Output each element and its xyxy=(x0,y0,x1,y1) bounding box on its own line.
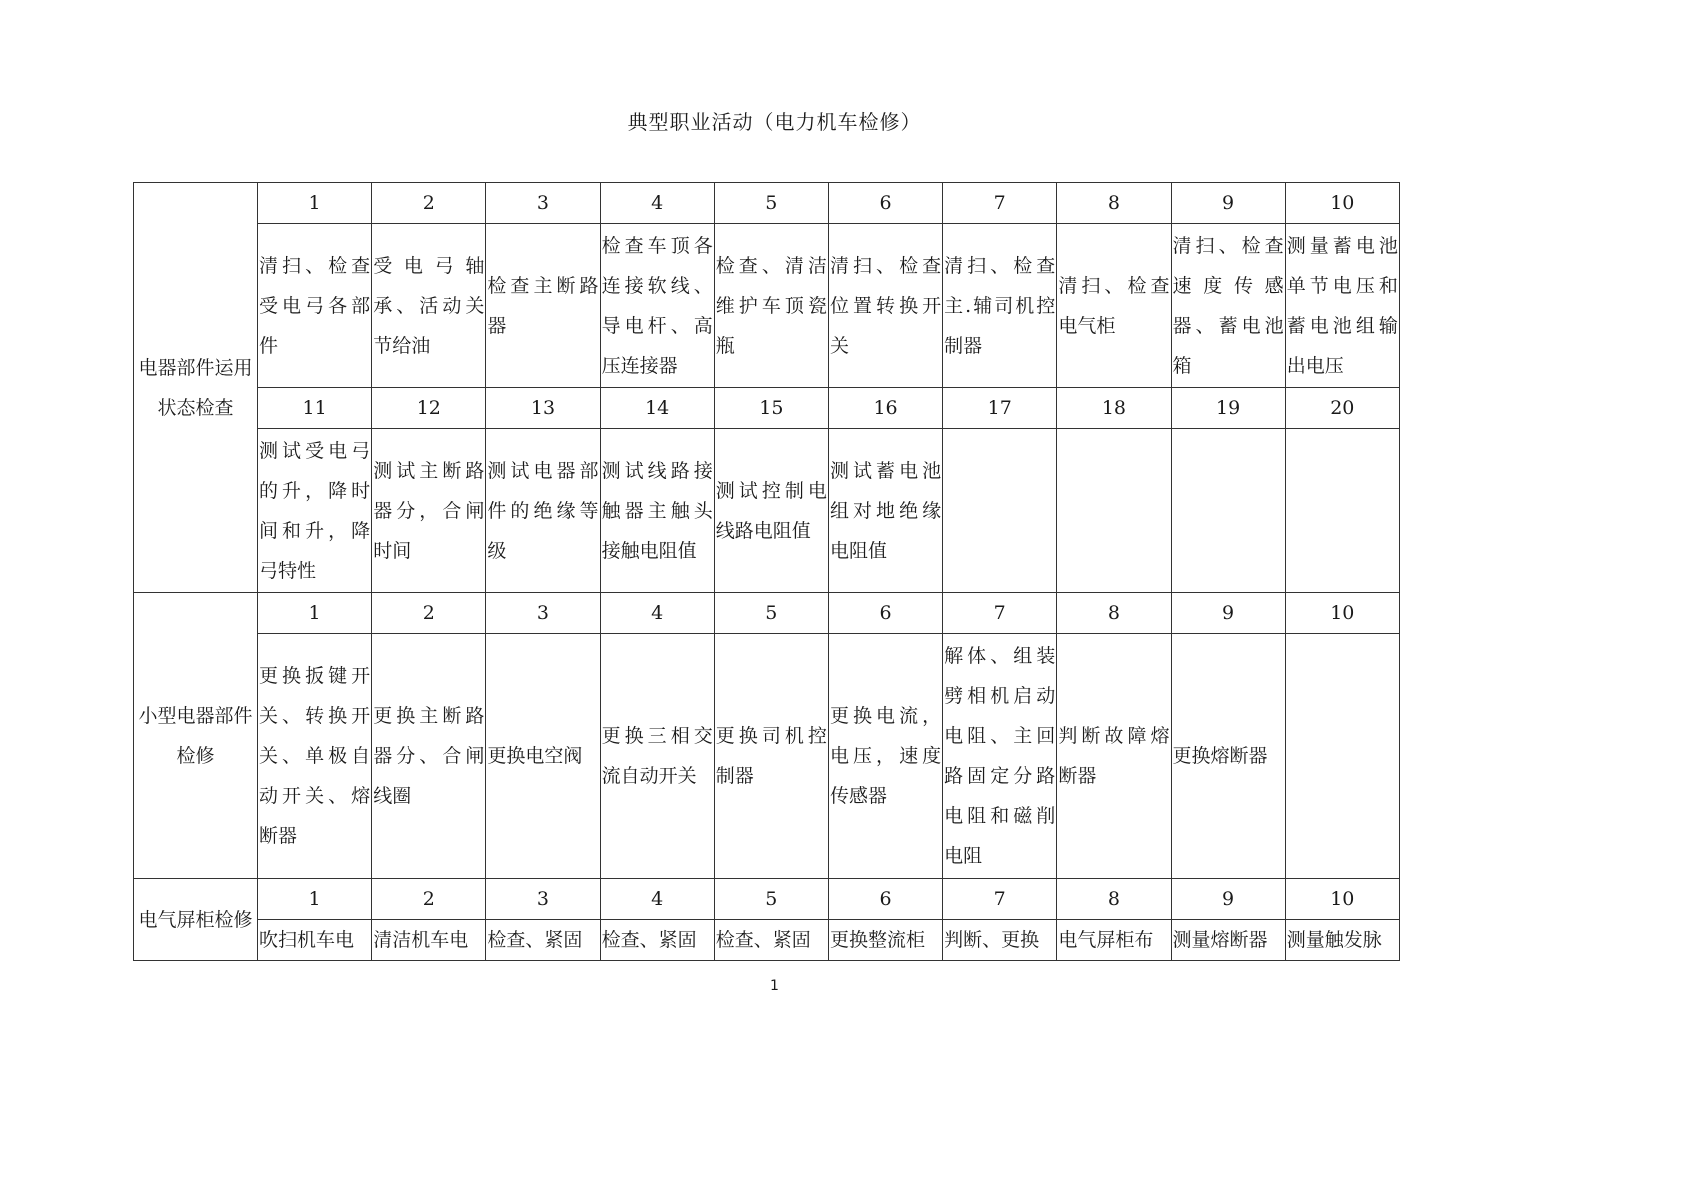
task-cell: 更换三相交流自动开关 xyxy=(600,634,714,879)
task-cell: 检查、紧固 xyxy=(714,920,828,961)
task-number: 5 xyxy=(714,183,828,224)
task-cell: 检查、紧固 xyxy=(486,920,600,961)
task-number: 1 xyxy=(258,593,372,634)
page-number: 1 xyxy=(770,978,779,994)
s1-task-row-a xyxy=(134,224,1400,388)
task-cell xyxy=(1057,429,1171,593)
task-number: 19 xyxy=(1171,388,1285,429)
task-number: 4 xyxy=(600,879,714,920)
category-cell: 电器部件运用状态检查 xyxy=(134,183,258,593)
task-number: 10 xyxy=(1285,183,1399,224)
task-number: 15 xyxy=(714,388,828,429)
activity-table xyxy=(133,182,1400,961)
task-number: 7 xyxy=(943,593,1057,634)
task-cell: 测试线路接触器主触头接触电阻值 xyxy=(600,429,714,593)
task-cell: 检查车顶各连接软线、导电杆、高压连接器 xyxy=(600,224,714,388)
task-cell: 检查、清洁维护车顶瓷瓶 xyxy=(714,224,828,388)
task-cell xyxy=(943,429,1057,593)
task-cell: 测试电器部件的绝缘等级 xyxy=(486,429,600,593)
task-number: 2 xyxy=(372,593,486,634)
page-title: 典型职业活动（电力机车检修） xyxy=(627,110,922,134)
task-number: 13 xyxy=(486,388,600,429)
task-cell: 清扫、检查主.辅司机控制器 xyxy=(943,224,1057,388)
task-cell: 清扫、检查电气柜 xyxy=(1057,224,1171,388)
task-cell: 判断故障熔断器 xyxy=(1057,634,1171,879)
task-cell: 电气屏柜布 xyxy=(1057,920,1171,961)
task-cell: 更换司机控制器 xyxy=(714,634,828,879)
task-cell: 更换电流，电压，速度传感器 xyxy=(828,634,942,879)
s2-number-row xyxy=(134,593,1400,634)
task-cell: 测量蓄电池单节电压和蓄电池组输出电压 xyxy=(1285,224,1399,388)
task-cell: 更换电空阀 xyxy=(486,634,600,879)
category-cell: 电气屏柜检修 xyxy=(134,879,258,961)
task-cell: 吹扫机车电 xyxy=(258,920,372,961)
task-number: 16 xyxy=(828,388,942,429)
task-number: 18 xyxy=(1057,388,1171,429)
task-number: 6 xyxy=(828,593,942,634)
task-cell: 清扫、检查速 度 传 感器、蓄电池箱 xyxy=(1171,224,1285,388)
s1-task-row-b xyxy=(134,429,1400,593)
task-cell: 更换整流柜 xyxy=(828,920,942,961)
task-cell: 清洁机车电 xyxy=(372,920,486,961)
task-number: 4 xyxy=(600,183,714,224)
task-number: 8 xyxy=(1057,593,1171,634)
task-cell: 测试蓄电池组对地绝缘电阻值 xyxy=(828,429,942,593)
s3-task-row xyxy=(134,920,1400,961)
task-cell: 更换扳键开关、转换开关、单极自动开关、熔断器 xyxy=(258,634,372,879)
task-number: 20 xyxy=(1285,388,1399,429)
task-cell: 测试受电弓的升，降时间和升，降弓特性 xyxy=(258,429,372,593)
s3-number-row xyxy=(134,879,1400,920)
task-number: 9 xyxy=(1171,183,1285,224)
task-number: 3 xyxy=(486,593,600,634)
task-number: 6 xyxy=(828,183,942,224)
task-cell: 测试控制电线路电阻值 xyxy=(714,429,828,593)
task-number: 1 xyxy=(258,879,372,920)
task-number: 11 xyxy=(258,388,372,429)
task-number: 12 xyxy=(372,388,486,429)
task-cell xyxy=(1285,429,1399,593)
task-number: 5 xyxy=(714,593,828,634)
task-number: 2 xyxy=(372,183,486,224)
task-cell: 清扫、检查位置转换开关 xyxy=(828,224,942,388)
category-cell: 小型电器部件检修 xyxy=(134,593,258,879)
task-cell: 更换主断路器分、合闸线圈 xyxy=(372,634,486,879)
task-number: 10 xyxy=(1285,879,1399,920)
task-number: 7 xyxy=(943,879,1057,920)
task-number: 8 xyxy=(1057,879,1171,920)
task-cell: 测试主断路器分，合闸时间 xyxy=(372,429,486,593)
task-cell xyxy=(1285,634,1399,879)
task-cell: 解体、组装劈相机启动电阻、主回路固定分路电阻和磁削电阻 xyxy=(943,634,1057,879)
s1-number-row-a xyxy=(134,183,1400,224)
task-cell: 测量熔断器 xyxy=(1171,920,1285,961)
s1-number-row-b xyxy=(134,388,1400,429)
s2-task-row xyxy=(134,634,1400,879)
task-number: 2 xyxy=(372,879,486,920)
task-number: 5 xyxy=(714,879,828,920)
task-cell: 检查主断路器 xyxy=(486,224,600,388)
task-number: 9 xyxy=(1171,593,1285,634)
task-number: 7 xyxy=(943,183,1057,224)
task-number: 4 xyxy=(600,593,714,634)
task-number: 14 xyxy=(600,388,714,429)
task-number: 10 xyxy=(1285,593,1399,634)
task-number: 17 xyxy=(943,388,1057,429)
task-cell: 判断、更换 xyxy=(943,920,1057,961)
task-number: 1 xyxy=(258,183,372,224)
task-cell: 清扫、检查受电弓各部件 xyxy=(258,224,372,388)
task-cell xyxy=(1171,429,1285,593)
task-number: 6 xyxy=(828,879,942,920)
task-number: 9 xyxy=(1171,879,1285,920)
task-cell: 测量触发脉 xyxy=(1285,920,1399,961)
task-number: 3 xyxy=(486,183,600,224)
task-cell: 更换熔断器 xyxy=(1171,634,1285,879)
task-number: 3 xyxy=(486,879,600,920)
task-number: 8 xyxy=(1057,183,1171,224)
task-cell: 受 电 弓 轴承、活动关节给油 xyxy=(372,224,486,388)
task-cell: 检查、紧固 xyxy=(600,920,714,961)
